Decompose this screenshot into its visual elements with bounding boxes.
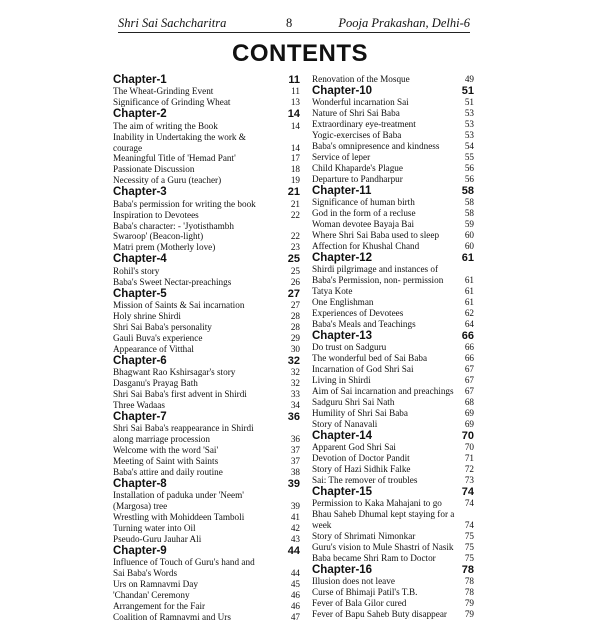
chapter-title: Chapter-13 <box>312 329 373 342</box>
page-number: 46 <box>290 601 300 612</box>
page-number: 75 <box>464 531 474 542</box>
page-number: 79 <box>464 609 474 620</box>
toc-entry <box>113 221 300 232</box>
chapter-heading <box>113 355 300 367</box>
page-number: 58 <box>464 208 474 219</box>
page-number: 72 <box>464 464 474 475</box>
entry-title: Bhau Saheb Dhumal kept staying for a <box>312 509 455 520</box>
page-number: 74 <box>461 485 474 498</box>
chapter-title: Chapter-12 <box>312 251 373 264</box>
chapter-heading <box>312 330 474 342</box>
toc-entry <box>113 434 300 445</box>
page-number: 21 <box>287 186 300 199</box>
toc-entry <box>312 97 474 108</box>
toc-entry <box>113 210 300 221</box>
page-number: 78 <box>464 587 474 598</box>
toc-entry <box>113 601 300 612</box>
page-number: 61 <box>464 286 474 297</box>
chapter-heading <box>113 545 300 557</box>
toc-entry <box>312 364 474 375</box>
page-number: 66 <box>461 329 474 342</box>
toc-entry <box>312 163 474 174</box>
toc-entry <box>113 97 300 108</box>
toc-entry <box>113 501 300 512</box>
toc-entry <box>113 378 300 389</box>
toc-entry <box>113 445 300 456</box>
toc-entry <box>113 132 300 143</box>
page-number: 58 <box>461 184 474 197</box>
chapter-heading <box>113 74 300 86</box>
page-number: 22 <box>290 231 300 242</box>
toc-entry <box>312 130 474 141</box>
entry-title: Baba's permission for writing the book <box>113 198 256 209</box>
toc-entry <box>312 286 474 297</box>
page-number: 64 <box>464 318 474 329</box>
page-number: 22 <box>290 209 300 220</box>
page-number: 36 <box>287 410 300 423</box>
entry-title: Pseudo-Guru Jauhar Ali <box>113 534 202 545</box>
page-number: 67 <box>464 364 474 375</box>
chapter-title: Chapter-11 <box>312 184 372 197</box>
page-number: 53 <box>464 108 474 119</box>
chapter-title: Chapter-4 <box>113 253 167 266</box>
page-number: 38 <box>290 466 300 477</box>
entry-title: Meaningful Title of 'Hemad Pant' <box>113 153 236 164</box>
entry-title: Matri prem (Motherly love) <box>113 242 216 253</box>
page-number: 51 <box>461 84 474 97</box>
page-number: 25 <box>290 265 300 276</box>
entry-title: Apparent God Shri Sai <box>312 442 396 453</box>
toc-entry <box>312 308 474 319</box>
toc-entry <box>312 264 474 275</box>
entry-title: Extraordinary eye-treatment <box>312 119 416 130</box>
chapter-title: Chapter-6 <box>113 354 167 367</box>
entry-title: Holy shrine Shirdi <box>113 310 181 321</box>
chapter-heading <box>312 85 474 97</box>
toc-entry <box>312 475 474 486</box>
toc-entry <box>113 277 300 288</box>
entry-title: Gauli Buva's experience <box>113 332 203 343</box>
entry-title: Meeting of Saint with Saints <box>113 456 219 467</box>
toc-entry <box>312 297 474 308</box>
toc-entry <box>312 386 474 397</box>
entry-title: Guru's vision to Mule Shastri of Nasik <box>312 542 454 553</box>
toc-entry <box>312 509 474 520</box>
page-number: 60 <box>464 230 474 241</box>
entry-title: 'Chandan' Ceremony <box>113 590 190 601</box>
toc-entry <box>312 241 474 252</box>
toc-entry <box>113 612 300 623</box>
entry-title: Necessity of a Guru (teacher) <box>113 175 222 186</box>
page-number: 78 <box>461 563 474 576</box>
page-number: 23 <box>290 242 300 253</box>
entry-title: Rohil's story <box>113 265 160 276</box>
page-number: 14 <box>290 120 300 131</box>
toc-entry <box>113 423 300 434</box>
entry-title: Affection for Khushal Chand <box>312 240 420 251</box>
entry-title: Story of Shrimati Nimonkar <box>312 531 416 542</box>
page-number: 21 <box>290 198 300 209</box>
entry-title: Humility of Shri Sai Baba <box>312 407 408 418</box>
entry-title: Passionate Discussion <box>113 164 195 175</box>
page-number: 51 <box>464 97 474 108</box>
chapter-heading <box>312 430 474 442</box>
page-number: 11 <box>288 74 300 86</box>
entry-title: Living in Shirdi <box>312 375 371 386</box>
entry-title: Swaroop' (Beacon-light) <box>113 231 204 242</box>
toc-entry <box>113 456 300 467</box>
entry-title: Significance of human birth <box>312 197 415 208</box>
page-number: 75 <box>464 553 474 564</box>
entry-title: The wonderful bed of Sai Baba <box>312 353 428 364</box>
chapter-heading <box>312 564 474 576</box>
entry-title: Departure to Pandharpur <box>312 173 403 184</box>
toc-entry <box>312 219 474 230</box>
toc-entry <box>113 579 300 590</box>
page-number: 47 <box>290 612 300 623</box>
toc-entry <box>312 419 474 430</box>
header-page-number: 8 <box>286 16 293 30</box>
toc-entry <box>312 108 474 119</box>
toc-entry <box>113 344 300 355</box>
entry-title: Illusion does not leave <box>312 576 395 587</box>
page-number: 39 <box>287 477 300 490</box>
chapter-heading <box>113 108 300 120</box>
page-number: 19 <box>290 175 300 186</box>
contents-right-column <box>312 74 474 620</box>
entry-title: Significance of Grinding Wheat <box>113 97 231 108</box>
entry-title: Fever of Bapu Saheb Buty disappear <box>312 609 447 620</box>
page-number: 79 <box>464 598 474 609</box>
page-number: 73 <box>464 475 474 486</box>
toc-entry <box>113 490 300 501</box>
chapter-title: Chapter-5 <box>113 287 167 300</box>
toc-entry <box>312 397 474 408</box>
page-number: 69 <box>464 418 474 429</box>
page-number: 59 <box>464 219 474 230</box>
toc-entry <box>312 74 474 85</box>
toc-entry <box>312 174 474 185</box>
page-number: 74 <box>464 520 474 531</box>
toc-entry <box>312 141 474 152</box>
entry-title: Sadguru Shri Sai Nath <box>312 397 395 407</box>
entry-title: Permission to Kaka Mahajani to go <box>312 498 442 509</box>
toc-entry <box>312 553 474 564</box>
chapter-title: Chapter-8 <box>113 477 167 490</box>
entry-title: Curse of Bhimaji Patil's T.B. <box>312 587 418 598</box>
chapter-heading <box>113 411 300 423</box>
page-number: 61 <box>461 251 474 264</box>
page-number: 44 <box>287 545 300 557</box>
toc-entry <box>113 333 300 344</box>
entry-title: Story of Nanavali <box>312 418 378 429</box>
entry-title: Influence of Touch of Guru's hand and <box>113 557 255 568</box>
chapter-title: Chapter-16 <box>312 563 373 576</box>
entry-title: Three Wadaas <box>113 399 165 410</box>
entry-title: Yogic-exercises of Baba <box>312 130 402 141</box>
toc-entry <box>312 208 474 219</box>
page-number: 69 <box>464 407 474 418</box>
toc-entry <box>113 534 300 545</box>
chapter-heading <box>113 186 300 198</box>
page-number: 74 <box>464 498 474 509</box>
page-number: 17 <box>290 153 300 164</box>
entry-title: Sai Baba's Words <box>113 568 178 579</box>
entry-title: The Wheat-Grinding Event <box>113 86 214 97</box>
toc-entry <box>312 442 474 453</box>
toc-entry <box>113 367 300 378</box>
entry-title: Shirdi pilgrimage and instances of <box>312 264 439 275</box>
page-number: 11 <box>291 86 300 97</box>
entry-title: Shri Sai Baba's reappearance in Shirdi <box>113 423 254 434</box>
toc-entry <box>113 523 300 534</box>
entry-title: Incarnation of God Shri Sai <box>312 364 414 375</box>
entry-title: Dasganu's Prayag Bath <box>113 378 198 389</box>
page-number: 26 <box>290 276 300 287</box>
toc-entry <box>312 464 474 475</box>
entry-title: Service of leper <box>312 152 371 163</box>
page-number: 32 <box>290 367 300 378</box>
toc-entry <box>113 86 300 97</box>
entry-title: God in the form of a recluse <box>312 208 416 219</box>
entry-title: Wrestling with Mohiddeen Tamboli <box>113 512 245 523</box>
entry-title: Tatya Kote <box>312 286 353 297</box>
page-number: 37 <box>290 456 300 467</box>
toc-entry <box>113 164 300 175</box>
entry-title: Baba's Meals and Teachings <box>312 318 416 329</box>
entry-title: Where Shri Sai Baba used to sleep <box>312 230 440 241</box>
page-number: 28 <box>290 310 300 321</box>
page-number: 56 <box>464 162 474 173</box>
chapter-heading <box>312 486 474 498</box>
entry-title: Urs on Ramnavmi Day <box>113 579 198 590</box>
entry-title: Fever of Bala Gilor cured <box>312 598 407 609</box>
page-number: 62 <box>464 308 474 319</box>
toc-entry <box>312 587 474 598</box>
toc-entry <box>312 542 474 553</box>
toc-entry <box>113 143 300 154</box>
page-number: 60 <box>464 240 474 251</box>
page-number: 28 <box>290 321 300 332</box>
entry-title: Bhagwant Rao Kshirsagar's story <box>113 367 236 378</box>
entry-title: week <box>312 520 332 531</box>
toc-entry <box>113 322 300 333</box>
toc-entry <box>113 557 300 568</box>
entry-title: Wonderful incarnation Sai <box>312 97 409 108</box>
page-number: 27 <box>290 300 300 311</box>
page-number: 66 <box>464 353 474 364</box>
page-number: 78 <box>464 576 474 587</box>
chapter-heading <box>113 253 300 265</box>
chapter-heading <box>113 478 300 490</box>
page-number: 58 <box>464 197 474 208</box>
toc-entry <box>312 152 474 163</box>
page-number: 14 <box>290 142 300 153</box>
chapter-heading <box>113 288 300 300</box>
page-number: 54 <box>464 141 474 152</box>
toc-entry <box>312 275 474 286</box>
page-number: 36 <box>290 434 300 445</box>
page-number: 56 <box>464 173 474 184</box>
page-number: 33 <box>290 388 300 399</box>
entry-title: Baba became Shri Ram to Doctor <box>312 553 436 564</box>
entry-title: Shri Sai Baba's personality <box>113 321 212 332</box>
toc-entry <box>312 498 474 509</box>
entry-title: One Englishman <box>312 297 374 308</box>
page-number: 70 <box>461 429 474 442</box>
entry-title: along marriage procession <box>113 434 210 445</box>
page-number: 70 <box>464 442 474 453</box>
entry-title: Inability in Undertaking the work & <box>113 131 246 142</box>
page-number: 75 <box>464 542 474 553</box>
page-number: 29 <box>290 332 300 343</box>
entry-title: Experiences of Devotees <box>312 308 404 319</box>
entry-title: courage <box>113 142 143 153</box>
toc-entry <box>113 568 300 579</box>
toc-entry <box>113 400 300 411</box>
entry-title: Coalition of Ramnavmi and Urs <box>113 612 231 623</box>
entry-title: Baba's Sweet Nectar-preachings <box>113 276 232 287</box>
page-number: 67 <box>464 386 474 397</box>
page-number: 55 <box>464 152 474 163</box>
entry-title: Devotion of Doctor Pandit <box>312 453 410 464</box>
entry-title: Baba's attire and daily routine <box>113 466 223 477</box>
toc-entry <box>113 266 300 277</box>
page-number: 68 <box>464 397 474 407</box>
page-number: 39 <box>290 501 300 512</box>
page-number: 44 <box>290 568 300 579</box>
toc-entry <box>312 342 474 353</box>
toc-entry <box>312 453 474 464</box>
chapter-title: Chapter-7 <box>113 410 167 423</box>
page-number: 32 <box>287 354 300 367</box>
entry-title: Welcome with the word 'Sai' <box>113 445 219 456</box>
toc-entry <box>312 230 474 241</box>
entry-title: Story of Hazi Sidhik Falke <box>312 464 411 475</box>
toc-entry <box>113 153 300 164</box>
page-number: 34 <box>290 399 300 410</box>
page-number: 61 <box>464 275 474 286</box>
page-number: 66 <box>464 342 474 353</box>
chapter-title: Chapter-15 <box>312 485 373 498</box>
chapter-heading <box>312 185 474 197</box>
entry-title: Baba's Permission, non- permission <box>312 275 444 286</box>
entry-title: Baba's omnipresence and kindness <box>312 141 440 152</box>
entry-title: Mission of Saints & Sai incarnation <box>113 300 245 311</box>
entry-title: Baba's character: - 'Jyotisthambh <box>113 220 234 231</box>
toc-entry <box>312 609 474 620</box>
entry-title: Do trust on Sadguru <box>312 342 387 353</box>
entry-title: Nature of Shri Sai Baba <box>312 108 400 119</box>
entry-title: Installation of paduka under 'Neem' <box>113 490 244 501</box>
entry-title: Sai: The remover of troubles <box>312 475 418 486</box>
toc-entry <box>312 319 474 330</box>
toc-entry <box>312 520 474 531</box>
contents-left-column <box>113 74 300 623</box>
page-number: 49 <box>464 74 474 84</box>
toc-entry <box>312 375 474 386</box>
entry-title: Inspiration to Devotees <box>113 209 199 220</box>
entry-title: Turning water into Oil <box>113 523 196 534</box>
entry-title: Child Khaparde's Plague <box>312 162 403 173</box>
chapter-title: Chapter-3 <box>113 186 167 199</box>
page-number: 37 <box>290 445 300 456</box>
page-number: 14 <box>287 108 300 121</box>
toc-entry <box>113 300 300 311</box>
chapter-title: Chapter-9 <box>113 545 167 557</box>
page-number: 61 <box>464 297 474 308</box>
toc-entry <box>312 408 474 419</box>
toc-entry <box>113 121 300 132</box>
page-number: 42 <box>290 523 300 534</box>
page-number: 27 <box>287 287 300 300</box>
page-number: 18 <box>290 164 300 175</box>
page-number: 45 <box>290 579 300 590</box>
chapter-title: Chapter-1 <box>113 74 167 86</box>
chapter-title: Chapter-14 <box>312 429 373 442</box>
toc-entry <box>113 512 300 523</box>
page-number: 25 <box>287 253 300 266</box>
chapter-heading <box>312 252 474 264</box>
entry-title: (Margosa) tree <box>113 501 168 512</box>
toc-entry <box>312 197 474 208</box>
entry-title: Renovation of the Mosque <box>312 74 410 84</box>
entry-title: Arrangement for the Fair <box>113 601 206 612</box>
page-number: 71 <box>464 453 474 464</box>
page-number: 43 <box>290 534 300 545</box>
page-number: 13 <box>290 97 300 108</box>
page-number: 53 <box>464 119 474 130</box>
page-number: 67 <box>464 375 474 386</box>
entry-title: Aim of Sai incarnation and preachings <box>312 386 454 397</box>
toc-entry <box>312 353 474 364</box>
page-number: 32 <box>290 378 300 389</box>
toc-entry <box>113 467 300 478</box>
header-book-title: Shri Sai Sachcharitra <box>118 16 227 30</box>
entry-title: Appearance of Vitthal <box>113 343 194 354</box>
toc-entry <box>113 231 300 242</box>
toc-entry <box>312 576 474 587</box>
toc-entry <box>312 119 474 130</box>
toc-entry <box>113 389 300 400</box>
page-number: 53 <box>464 130 474 141</box>
entry-title: Woman devotee Bayaja Bai <box>312 219 415 230</box>
entry-title: The aim of writing the Book <box>113 120 218 131</box>
page-number: 41 <box>290 512 300 523</box>
entry-title: Shri Sai Baba's first advent in Shirdi <box>113 388 247 399</box>
toc-entry <box>113 242 300 253</box>
page-number: 30 <box>290 343 300 354</box>
toc-entry <box>312 531 474 542</box>
chapter-title: Chapter-10 <box>312 84 373 97</box>
running-header <box>118 16 470 33</box>
toc-entry <box>113 311 300 322</box>
header-publisher: Pooja Prakashan, Delhi-6 <box>338 16 470 30</box>
contents-title: CONTENTS <box>232 40 368 67</box>
chapter-title: Chapter-2 <box>113 108 167 121</box>
page-number: 46 <box>290 590 300 601</box>
toc-entry <box>113 175 300 186</box>
toc-entry <box>113 199 300 210</box>
